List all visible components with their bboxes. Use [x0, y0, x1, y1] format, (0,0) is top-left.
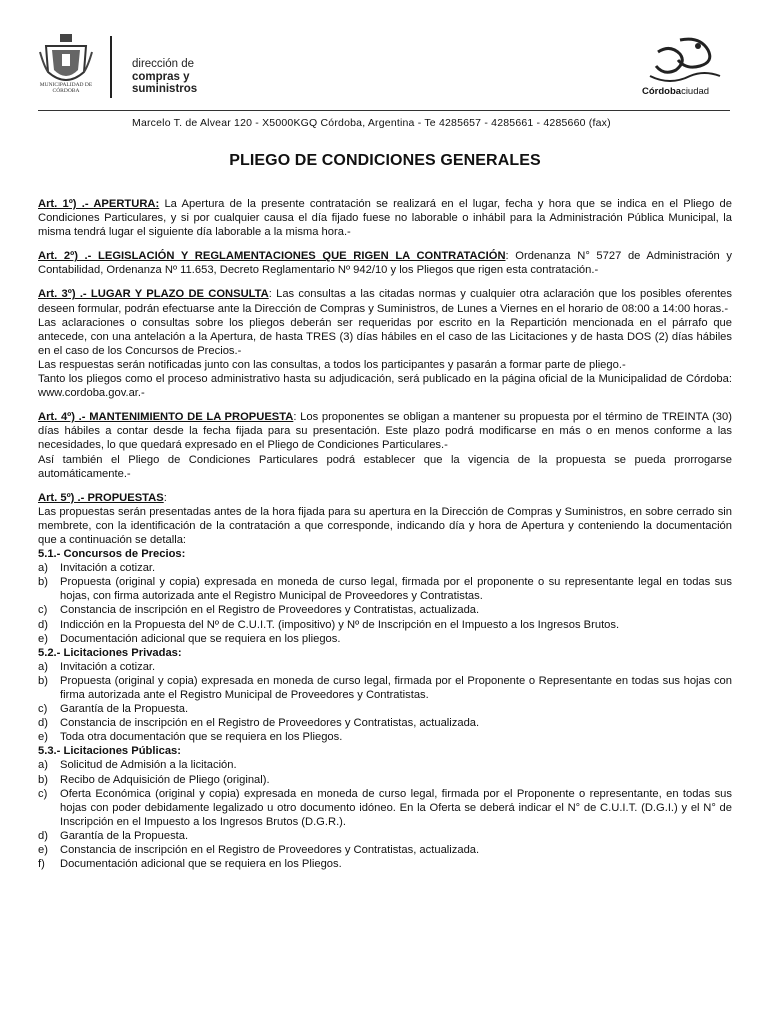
address-line: Marcelo T. de Alvear 120 - X5000KGQ Córdoba, Argentina - Te 4285657 - 4285661 - 4285660 (fax) — [132, 117, 611, 129]
article-5-colon: : — [163, 491, 167, 504]
list-item-text: Documentación adicional que se requiera en los Pliegos. — [60, 858, 342, 871]
department-name — [132, 58, 197, 96]
document-body — [38, 197, 732, 871]
section-5-2-list — [38, 660, 732, 745]
article-1-text: La Apertura de la presente contratación se realizará en el lugar, fecha y hora que se indica en el Pliego de Condiciones Particulares, y si por cualquier causa el día fijado fuese no laborable o inhábil para la Administración Pública Municipal, la misma tendrá lugar el siguiente día laborable a la misma hora.- — [38, 198, 732, 239]
article-3 — [38, 287, 732, 315]
article-2-text: : Ordenanza N° 5727 de Administración y Contabilidad, Ordenanza Nº 11.653, Decreto Reglamentario Nº 942/10 y los Pliegos que rigen esta contratación.- — [38, 250, 732, 277]
header-rule — [38, 110, 730, 111]
list-item — [38, 575, 732, 603]
list-item — [38, 787, 732, 829]
list-item-marker: c) — [38, 787, 48, 800]
list-item — [38, 758, 732, 772]
article-1-heading: Art. 1º) .- APERTURA: — [38, 198, 160, 210]
list-item-text: Constancia de inscripción en el Registro de Proveedores y Contratistas, actualizada. — [60, 717, 480, 730]
article-3-paragraph-4: Tanto los pliegos como el proceso administrativo hasta su adjudicación, será publicado en la página oficial de la Municipalidad de Córdoba: www.cordoba.gov.ar.- — [38, 373, 732, 400]
article-4-text: : Los proponentes se obligan a mantener su propuesta por el término de TREINTA (30) días hábiles a contar desde la fecha fijada para su presentación. Este plazo podrá modificarse en más o en menos conforme a las necesidades, lo que quedará expresado en el Pliego de Condiciones Particulares.- — [38, 411, 732, 452]
list-item — [38, 618, 732, 632]
city-logo-light: ciudad — [681, 86, 710, 97]
list-item-marker: d) — [38, 618, 48, 631]
article-3-text: : Las consultas a las citadas normas y cualquier otra aclaración que los posibles oferentes deseen formular, podrán efectuarse ante la Dirección de Compras y Suministros, de Lunes a Viernes en el horario de 08:00 a 14:00 horas.- — [38, 288, 732, 315]
list-item — [38, 716, 732, 730]
list-item — [38, 660, 732, 674]
list-item-text: Constancia de inscripción en el Registro de Proveedores y Contratistas, actualizada. — [60, 844, 480, 857]
article-1 — [38, 197, 732, 239]
list-item-marker: f) — [38, 858, 45, 871]
article-4-paragraph-2: Así también el Pliego de Condiciones Particulares podrá establecer que la vigencia de la propuesta se pueda prorrogarse automáticamente.- — [38, 453, 732, 480]
section-5-3-list — [38, 758, 732, 871]
municipality-label: MUNICIPALIDAD DE CÓRDOBA — [39, 82, 93, 94]
document-title: PLIEGO DE CONDICIONES GENERALES — [229, 152, 541, 169]
list-item-text: Invitación a cotizar. — [60, 562, 156, 575]
list-item-marker: d) — [38, 717, 48, 730]
city-logo-bold: Córdoba — [642, 86, 682, 97]
list-item-marker: b) — [38, 674, 48, 687]
list-item-marker: c) — [38, 703, 48, 716]
list-item-marker: d) — [38, 829, 48, 842]
list-item — [38, 674, 732, 702]
list-item-marker: c) — [38, 604, 48, 617]
dept-line-1: dirección de — [132, 58, 195, 70]
list-item — [38, 843, 732, 857]
article-2-heading: Art. 2º) .- LEGISLACIÓN Y REGLAMENTACIONES QUE RIGEN LA CONTRATACIÓN — [38, 250, 506, 263]
section-5-1-list — [38, 561, 732, 646]
list-item — [38, 561, 732, 575]
list-item-text: Garantía de la Propuesta. — [60, 703, 189, 716]
list-item — [38, 773, 732, 787]
article-5-text: Las propuestas serán presentadas antes de la hora fijada para su apertura en la Dirección de Compras y Suministros, en sobre cerrado sin membrete, con la identificación de la contratación a que corresponde, indicando día y hora de Apertura y conteniendo la documentación que a continuación se detalla: — [38, 505, 732, 546]
cordoba-ciudad-logo-icon — [640, 36, 730, 92]
list-item-marker: a) — [38, 562, 48, 575]
list-item-text: Solicitud de Admisión a la licitación. — [60, 759, 237, 772]
list-item — [38, 857, 732, 871]
list-item-marker: a) — [38, 660, 48, 673]
letterhead — [0, 0, 770, 135]
article-4-heading: Art. 4º) .- MANTENIMIENTO DE LA PROPUESTA — [38, 411, 294, 424]
section-5-1-heading: 5.1.- Concursos de Precios: — [38, 548, 186, 561]
dept-line-3: suministros — [132, 83, 198, 95]
list-item-text: Indicción en la Propuesta del Nº de C.U.I.T. (impositivo) y Nº de Inscripción en el Impuesto a los Ingresos Brutos. — [60, 618, 620, 631]
list-item-marker: a) — [38, 759, 48, 772]
list-item — [38, 603, 732, 617]
list-item — [38, 702, 732, 716]
article-3-paragraph-2: Las aclaraciones o consultas sobre los pliegos deberán ser requeridas por escrito en la Repartición mencionada en el párrafo que antecede, con una antelación a la Apertura, de hasta TRES (3) días hábiles en el caso de las Licitaciones y de hasta DOS (2) días hábiles en el caso de los Concursos de Precios.- — [38, 316, 732, 357]
list-item-text: Constancia de inscripción en el Registro de Proveedores y Contratistas, actualizada. — [60, 604, 480, 617]
article-3-paragraph-3: Las respuestas serán notificadas junto con las consultas, a todos los participantes y pasarán a formar parte de pliego.- — [38, 358, 626, 371]
list-item-marker: b) — [38, 576, 48, 589]
list-item-text: Toda otra documentación que se requiera en los Pliegos. — [60, 731, 343, 744]
list-item-text: Propuesta (original y copia) expresada en moneda de curso legal, firmada por el Proponente o Representante en todas sus hojas con firma autorizada ante el Registro Municipal de Proveedores y Contratistas. — [60, 674, 732, 701]
article-5-heading: Art. 5º) .- PROPUESTAS — [38, 491, 164, 504]
article-2 — [38, 249, 732, 277]
list-item-text: Documentación adicional que se requiera en los pliegos. — [60, 632, 341, 645]
city-logo-text — [642, 86, 709, 97]
article-5 — [38, 491, 732, 505]
list-item — [38, 730, 732, 744]
header-divider — [110, 36, 112, 98]
list-item-text: Garantía de la Propuesta. — [60, 829, 189, 842]
list-item — [38, 829, 732, 843]
list-item-marker: e) — [38, 844, 48, 857]
dept-line-2: compras y — [132, 70, 190, 83]
section-5-2-heading: 5.2.- Licitaciones Privadas: — [38, 646, 182, 659]
list-item-text: Recibo de Adquisición de Pliego (original). — [60, 773, 270, 786]
section-5-3-heading: 5.3.- Licitaciones Públicas: — [38, 745, 182, 758]
list-item-marker: e) — [38, 731, 48, 744]
list-item-marker: e) — [38, 632, 48, 645]
list-item-text: Propuesta (original y copia) expresada en moneda de curso legal, firmada por el proponente o su representante legal en todas sus hojas, con firma autorizada ante el Registro Municipal de Proveedores y Contratistas. — [60, 576, 732, 603]
list-item-marker: b) — [38, 773, 48, 786]
list-item-text: Invitación a cotizar. — [60, 660, 156, 673]
list-item — [38, 632, 732, 646]
article-4 — [38, 410, 732, 452]
article-3-heading: Art. 3º) .- LUGAR Y PLAZO DE CONSULTA — [38, 288, 269, 301]
list-item-text: Oferta Económica (original y copia) expresada en moneda de curso legal, firmada por el Proponente o representante, en todas sus hojas con poder debidamente legalizado u otro documento idóneo. En la Oferta se deberá indicar el N° de C.U.I.T. (D.G.I.) y el N° de Inscripción en el Impuesto a los Ingresos Brutos (D.G.R.). — [60, 787, 732, 828]
